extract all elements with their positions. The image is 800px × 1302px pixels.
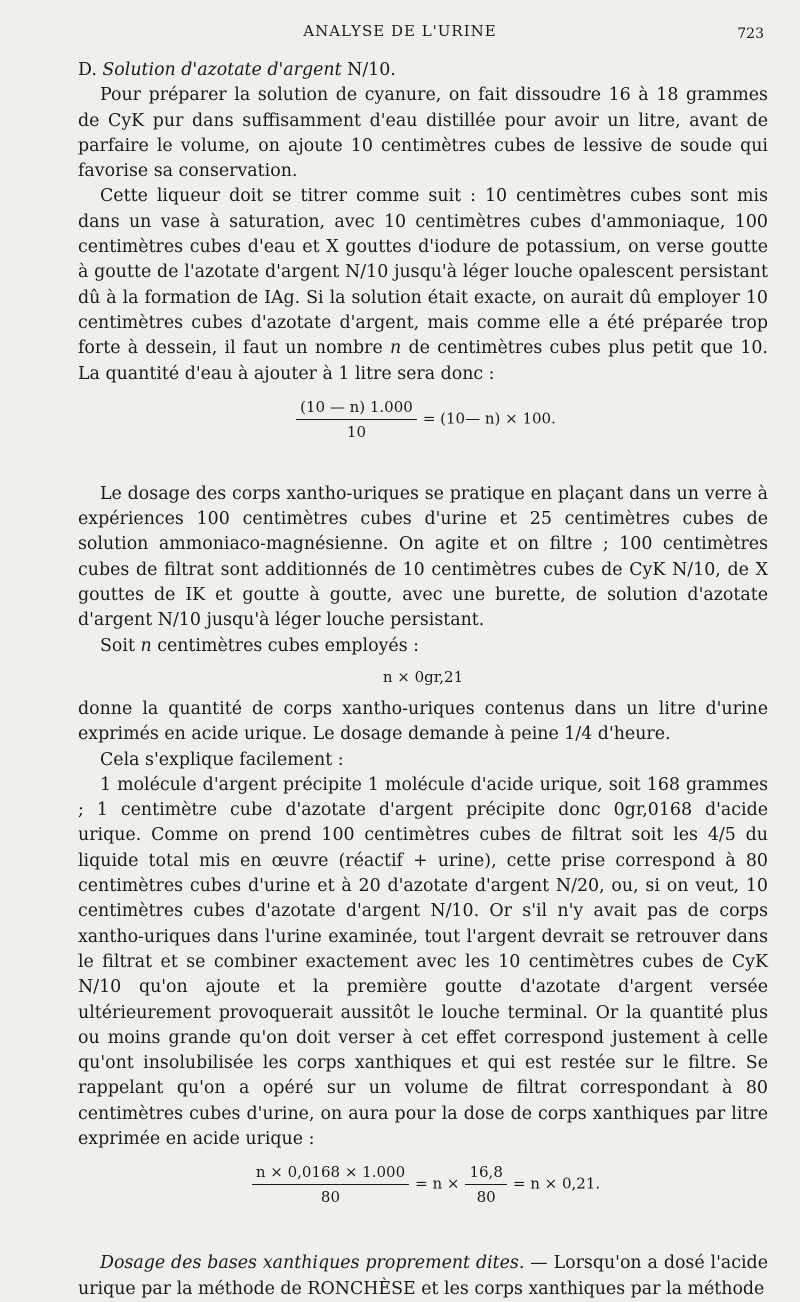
paragraph-titration: Cette liqueur doit se titrer comme suit : 10 centimètres cubes sont mis dans un vase à saturation, avec 10 centimètres cubes d'ammoniaque, 100 centimètres cubes d'eau et X gouttes d'iodure de potassium, on verse goutte à goutte de l'azotate d'argent N/10 jusqu'à léger louche opalescent persistant dû à la formation de IAg. Si la solution était exacte, on aurait dû employer 10 centimètres cubes d'azotate d'argent, mais comme elle a été préparée trop forte à dessein, il faut un nombre n de centimètres cubes plus petit que 10. La quantité d'eau à ajouter à 1 litre sera donc : — [78, 186, 768, 384]
paragraph-explanation-intro: Cela s'explique facilement : — [100, 749, 344, 770]
paragraph-result: donne la quantité de corps xantho-uriques contenus dans un litre d'urine exprimés en acide urique. Le dosage demande à peine 1/4 d'heure. — [78, 698, 768, 745]
formula-xanthic-dose: $\frac{n \times 0,0168 \times 1.000}{80}$ = n × $\frac{16,8}{80}$ = n × 0,21. — [78, 1162, 768, 1207]
page-header — [0, 22, 800, 46]
formula-dilution: $\frac{(10 — n) 1.000}{10}$ = (10— n) × 100. — [78, 397, 768, 442]
section-heading: D. Solution d'azotate d'argent N/10. — [78, 60, 396, 80]
formula-factor: n × 0gr,21 — [382, 667, 464, 686]
running-title: ANALYSE DE L'URINE — [303, 22, 497, 40]
paragraph-explanation: 1 molécule d'argent précipite 1 molécule d'acide urique, soit 168 grammes ; 1 centimètre cube d'azotate d'argent précipite donc 0gr,0168 d'acide urique. Comme on prend 100 centimètres cubes de filtrat soit les 4/5 du liquide total mis en œuvre (réactif + urine), cette prise correspond à 80 centimètres cubes d'urine et à 20 d'azotate d'argent N/20, ou, si on veut, 10 centimètres cubes d'azotate d'argent N/10. Or s'il n'y avait pas de corps xantho-uriques dans l'urine examinée, tout l'argent devrait se retrouver dans le filtrat et se combiner exactement avec les 10 centimètres cubes de CyK N/10 qu'on ajoute et la première goutte d'azotate d'argent versée ultérieurement provoquerait aussitôt le louche terminal. Or la quantité plus ou moins grande qu'on doit verser à cet effet correspond justement à celle qu'ont insolubilisée les corps xanthiques et qui est restée sur le filtre. Se rappelant qu'on a opéré sur un volume de filtrat correspondant à 80 centimètres cubes d'urine, on aura pour la dose de corps xanthiques par litre exprimée en acide urique : — [78, 774, 768, 1149]
page-number: 723 — [737, 26, 764, 42]
paragraph-let-n: Soit n centimètres cubes employés : — [100, 635, 420, 656]
paragraph-dosage: Le dosage des corps xantho-uriques se pratique en plaçant dans un verre à expériences 100 centimètres cubes d'urine et 25 centimètres cubes de solution ammoniaco-magnésienne. On agite et on filtre ; 100 centimètres cubes de filtrat sont additionnés de 10 centimètres cubes de CyK N/10, de X gouttes de IK et goutte à goutte, avec une burette, de solution d'azotate d'argent N/10 jusqu'à léger louche persistant. — [78, 483, 768, 631]
paragraph-xanthine-bases: Dosage des bases xanthiques proprement dites. — Lorsqu'on a dosé l'acide urique par la méthode de RONCHÈSE et les corps xanthiques par la méthode — [78, 1253, 768, 1299]
page-body — [78, 58, 768, 1302]
paragraph-preparation: Pour préparer la solution de cyanure, on fait dissoudre 16 à 18 grammes de CyK pur dans suffisamment d'eau distillée pour avoir un litre, avant de parfaire le volume, on ajoute 10 centimètres cubes de lessive de soude qui favorise sa conservation. — [78, 85, 768, 182]
